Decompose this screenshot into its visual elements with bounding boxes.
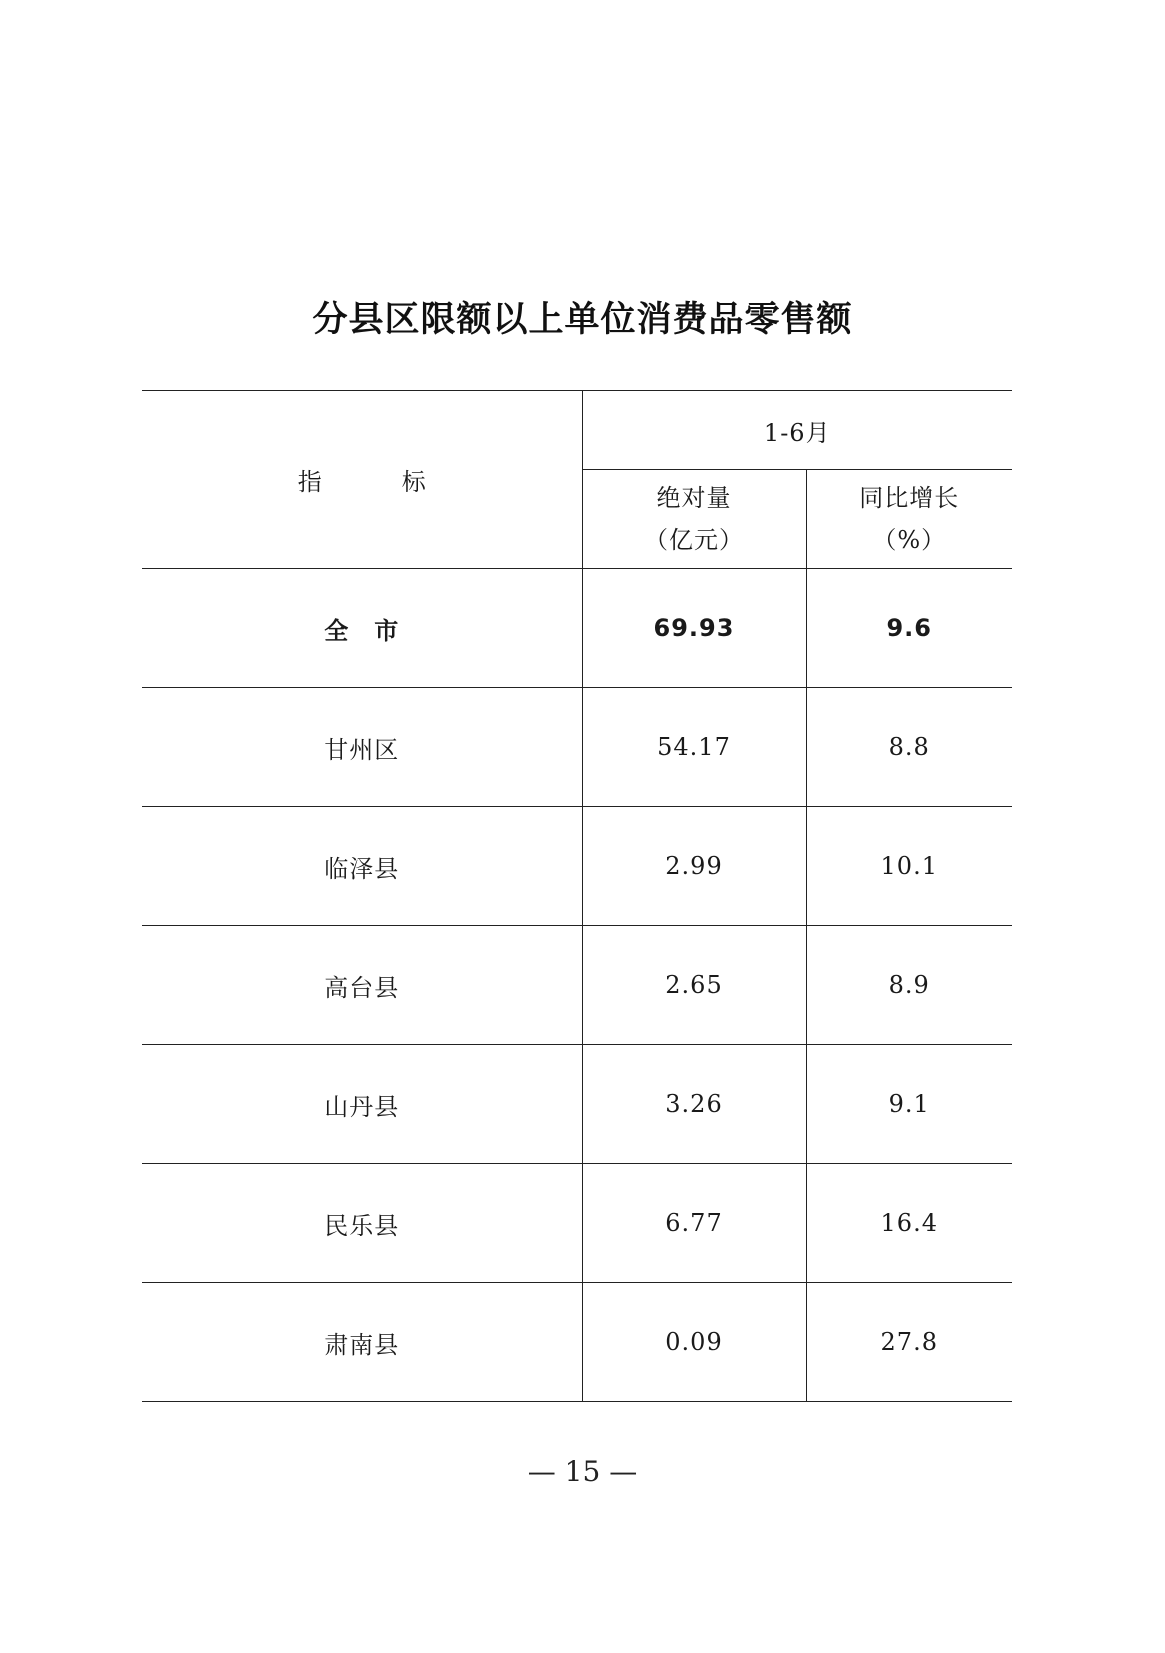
row-name: 山丹县	[142, 1045, 582, 1164]
row-growth: 9.6	[806, 569, 1012, 688]
row-growth: 8.8	[806, 688, 1012, 807]
row-name: 高台县	[142, 926, 582, 1045]
row-growth: 16.4	[806, 1164, 1012, 1283]
abs-value-header-line1: 绝对量	[656, 484, 732, 512]
row-name: 临泽县	[142, 807, 582, 926]
table-row	[142, 807, 1012, 926]
growth-header-line1: 同比增长	[859, 484, 960, 512]
period-header: 1-6月	[582, 391, 1012, 470]
table-row	[142, 1045, 1012, 1164]
row-name: 甘州区	[142, 688, 582, 807]
growth-header	[806, 470, 1012, 569]
row-value: 3.26	[582, 1045, 806, 1164]
row-growth: 10.1	[806, 807, 1012, 926]
data-table	[142, 390, 1012, 1402]
row-value: 0.09	[582, 1283, 806, 1402]
table-row-total	[142, 569, 1012, 688]
row-growth: 8.9	[806, 926, 1012, 1045]
table-row	[142, 688, 1012, 807]
row-value: 69.93	[582, 569, 806, 688]
table-row	[142, 1164, 1012, 1283]
page-number: — 15 —	[527, 1455, 638, 1488]
row-value: 2.65	[582, 926, 806, 1045]
row-name: 全 市	[142, 569, 582, 688]
row-value: 2.99	[582, 807, 806, 926]
growth-header-line2: （%）	[872, 526, 947, 554]
table-row	[142, 1283, 1012, 1402]
row-name: 民乐县	[142, 1164, 582, 1283]
indicator-header	[142, 391, 582, 569]
table-row	[142, 926, 1012, 1045]
row-growth: 9.1	[806, 1045, 1012, 1164]
row-value: 54.17	[582, 688, 806, 807]
row-value: 6.77	[582, 1164, 806, 1283]
page-title: 分县区限额以上单位消费品零售额	[312, 300, 853, 340]
row-name: 肃南县	[142, 1283, 582, 1402]
abs-value-header	[582, 470, 806, 569]
row-growth: 27.8	[806, 1283, 1012, 1402]
indicator-header-label: 指 标	[297, 468, 454, 496]
abs-value-header-line2: （亿元）	[644, 526, 744, 554]
